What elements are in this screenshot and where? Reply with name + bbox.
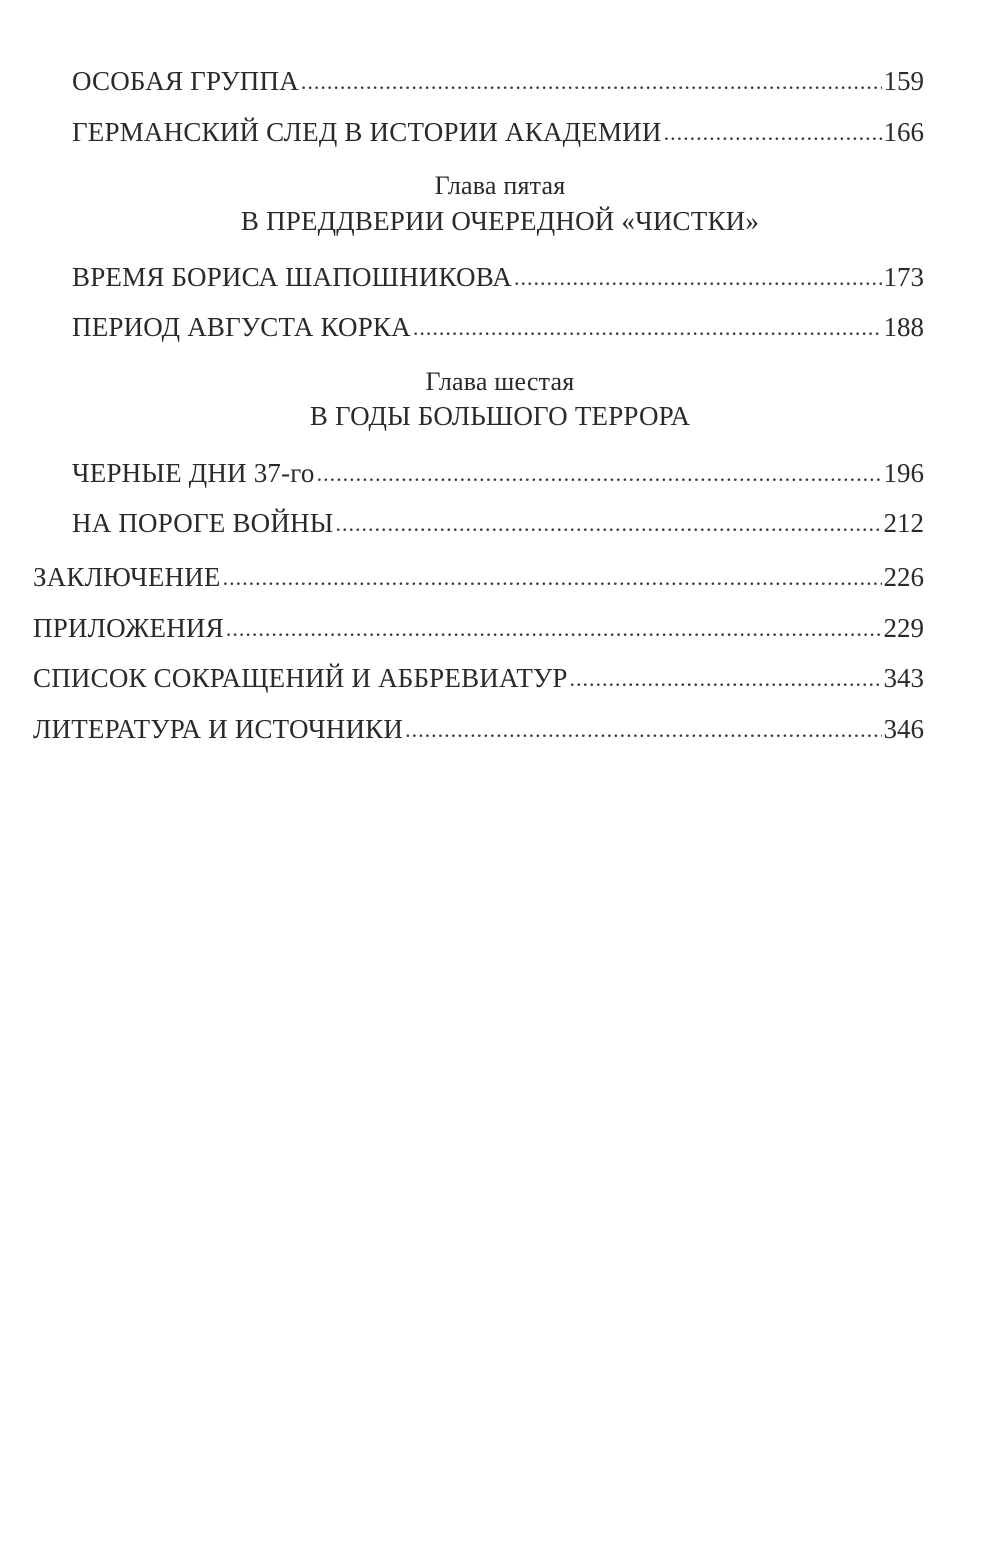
toc-entry-page: 159 [883,66,924,96]
toc-entry-page: 196 [883,458,924,488]
toc-entry-page: 343 [883,663,924,693]
toc-leader-dots [514,261,882,295]
toc-entry-page: 226 [883,562,924,592]
toc-leader-dots [664,116,882,150]
toc-leader-dots [223,561,882,595]
toc-entry-title: ВРЕМЯ БОРИСА ШАПОШНИКОВА [72,262,512,292]
toc-entry-page: 346 [883,714,924,744]
toc-entry-page: 173 [883,262,924,292]
toc-entry [33,560,924,594]
toc-leader-dots [570,662,882,696]
toc-entry [72,310,924,344]
toc-entry-title: ПРИЛОЖЕНИЯ [33,613,224,643]
toc-entry-title: НА ПОРОГЕ ВОЙНЫ [72,508,334,538]
toc-leader-dots [226,612,882,646]
toc-leader-dots [336,507,882,541]
toc-entry [72,260,924,294]
toc-leader-dots [413,311,882,345]
toc-entry-title: ПЕРИОД АВГУСТА КОРКА [72,312,411,342]
toc-entry-title: ЗАКЛЮЧЕНИЕ [33,562,221,592]
chapter-title: В ГОДЫ БОЛЬШОГО ТЕРРОРА [309,401,691,431]
toc-leader-dots [317,457,882,491]
chapter-title: В ПРЕДДВЕРИИ ОЧЕРЕДНОЙ «ЧИСТКИ» [240,206,760,236]
toc-entry-title: СПИСОК СОКРАЩЕНИЙ И АББРЕВИАТУР [33,663,568,693]
toc-leader-dots [405,713,881,747]
toc-entry [33,661,924,695]
toc-entry-page: 166 [883,117,924,147]
toc-entry-title: ЧЕРНЫЕ ДНИ 37-го [72,458,315,488]
toc-entry-page: 212 [883,508,924,538]
toc-entry-page: 229 [883,613,924,643]
toc-entry [33,712,924,746]
toc-entry-page: 188 [883,312,924,342]
toc-entry-title: ГЕРМАНСКИЙ СЛЕД В ИСТОРИИ АКАДЕМИИ [72,117,662,147]
chapter-label: Глава шестая [425,367,575,396]
toc-leader-dots [301,65,882,99]
toc-entry [72,506,924,540]
toc-entry [72,456,924,490]
toc-entry [72,115,924,149]
toc-entry-title: ЛИТЕРАТУРА И ИСТОЧНИКИ [33,714,404,744]
chapter-label: Глава пятая [434,171,566,200]
toc-entry [33,611,924,645]
toc-entry [72,64,924,98]
toc-entry-title: ОСОБАЯ ГРУППА [72,66,299,96]
